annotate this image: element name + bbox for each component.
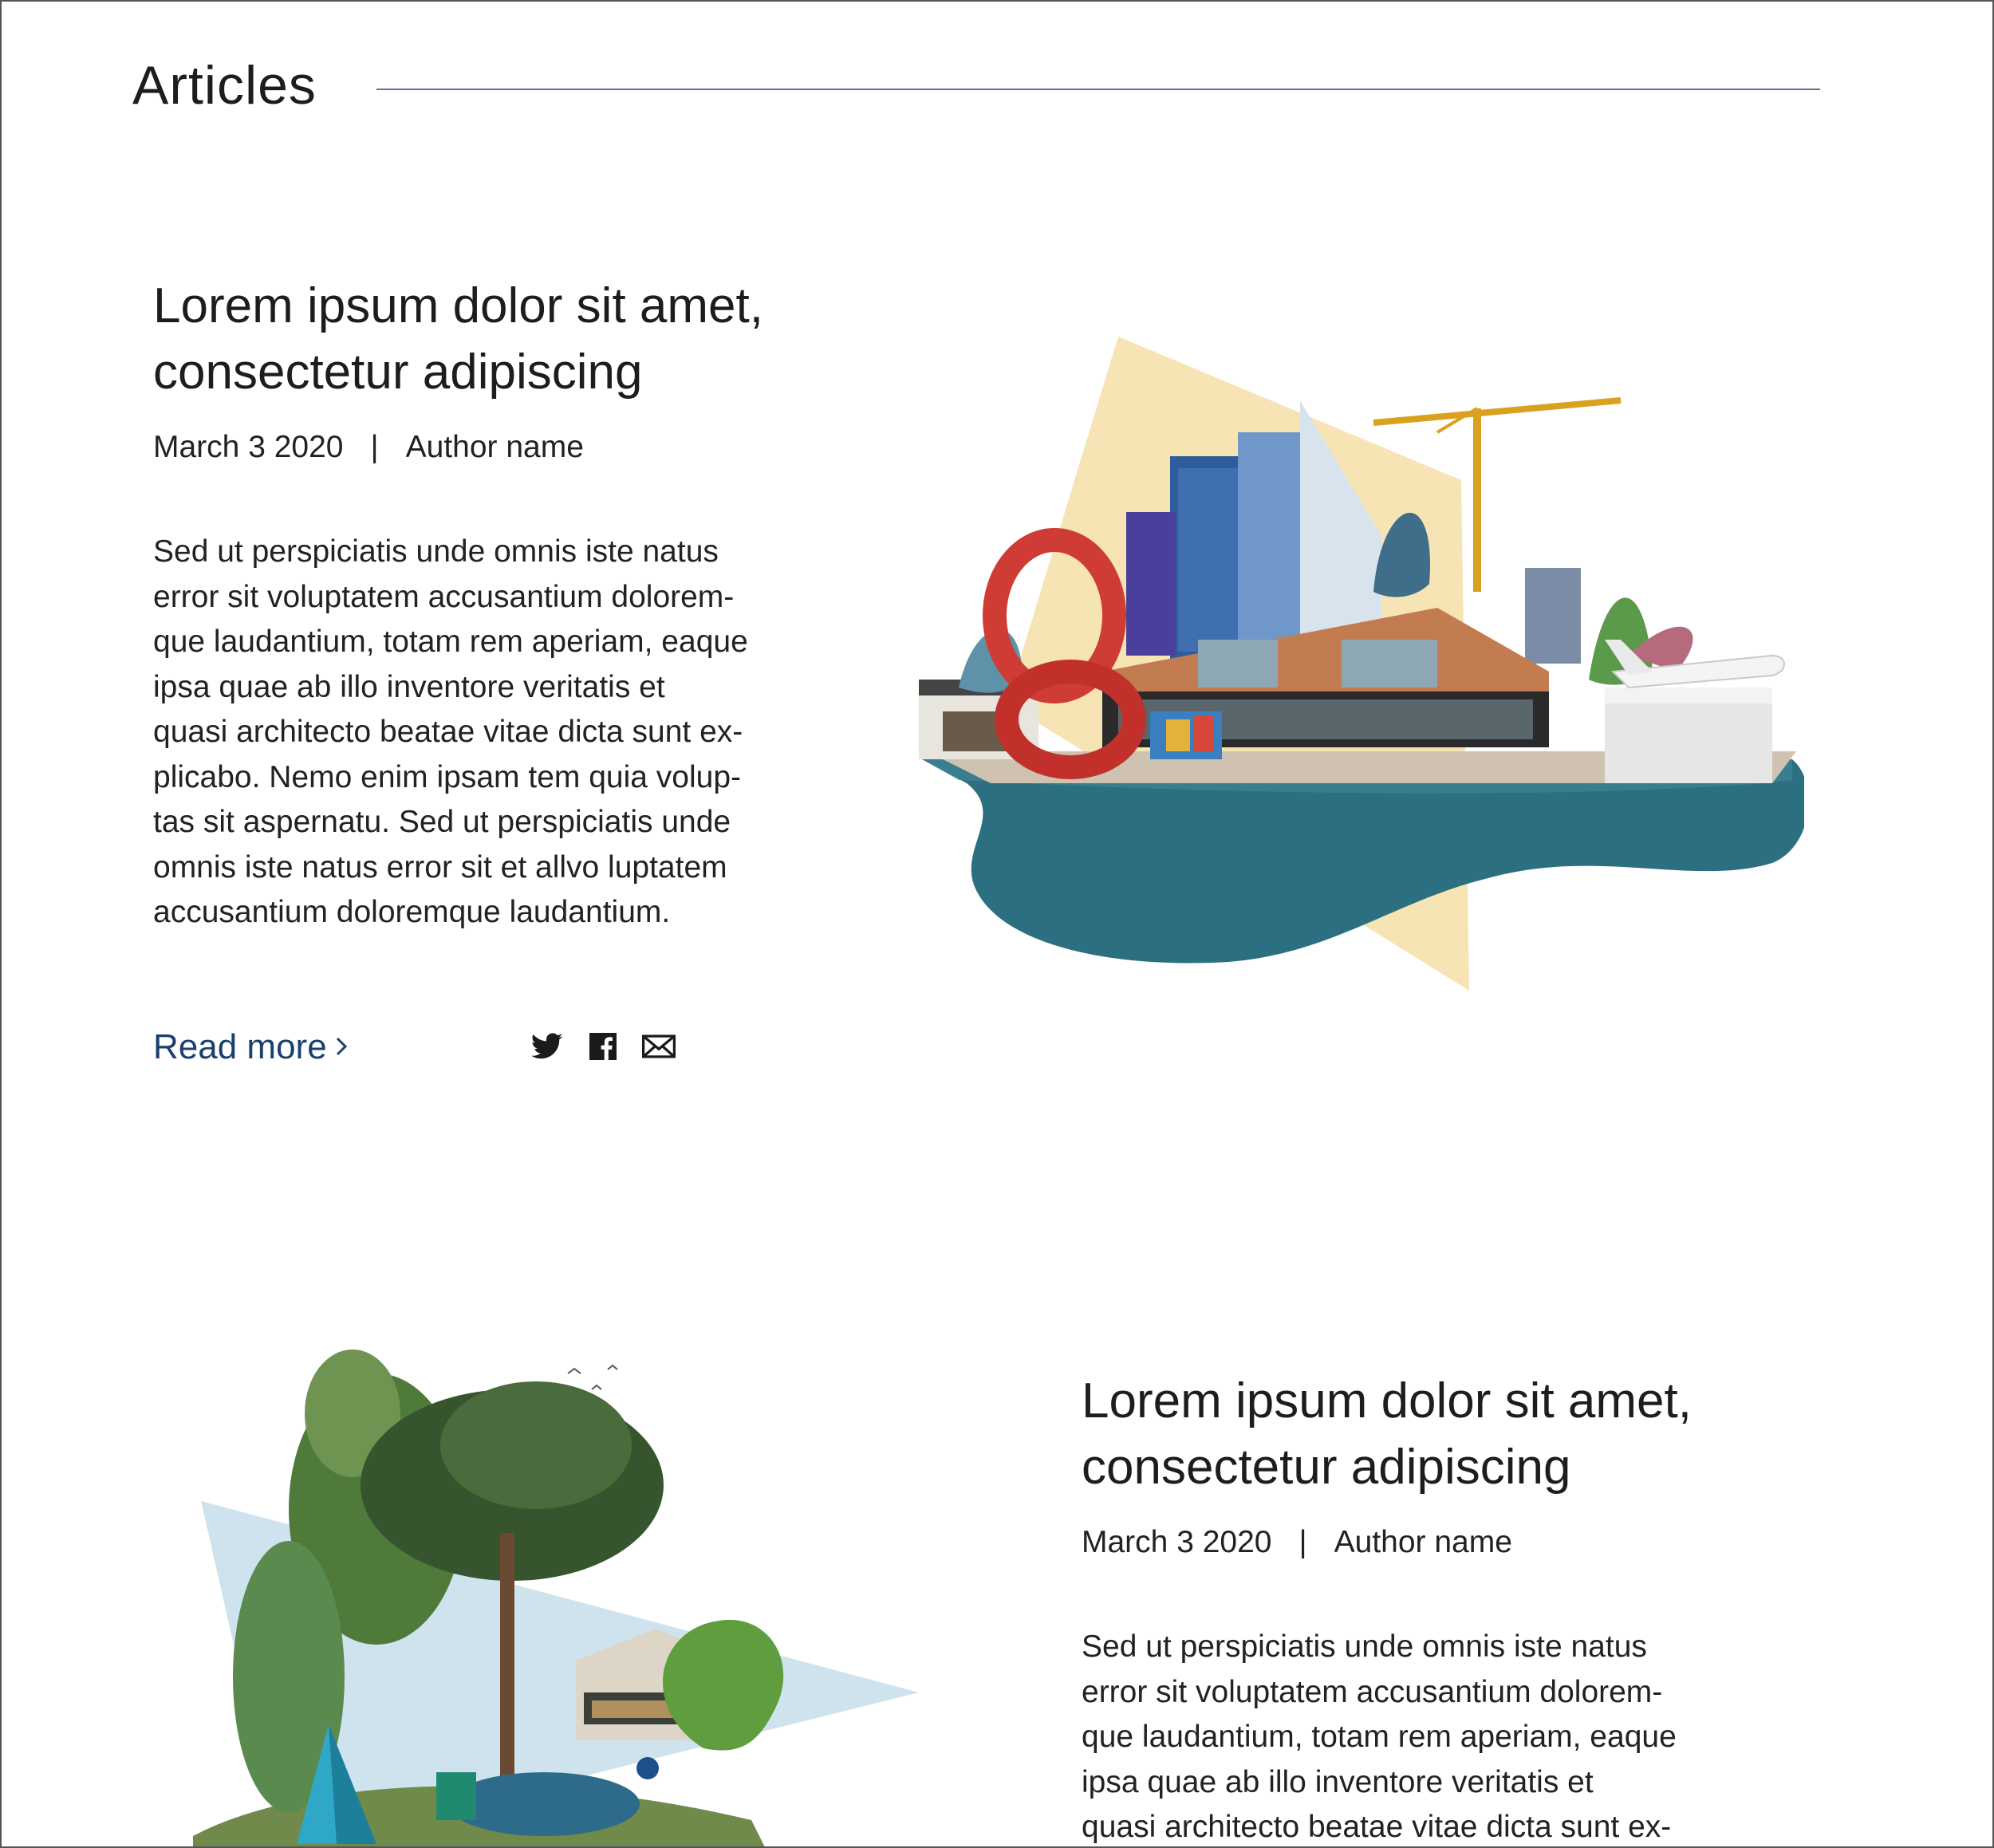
mail-icon[interactable] xyxy=(642,1031,676,1062)
meta-separator: | xyxy=(1298,1525,1307,1559)
article-meta xyxy=(1082,1523,1783,1562)
nature-collage-illustration xyxy=(193,1326,935,1848)
twitter-icon[interactable] xyxy=(530,1031,564,1062)
facebook-icon[interactable] xyxy=(586,1031,620,1062)
article-card xyxy=(153,273,855,1071)
article-excerpt: Sed ut perspiciatis unde omnis iste natus error sit voluptatem accusantium dolorem- que laudantium, totam rem aperiam, eaque ipsa quae ab illo inventore veritatis et quasi architecto beatae vitae dicta sunt ex- xyxy=(1082,1629,1677,1844)
article-title-line: consectetur adipiscing xyxy=(153,345,643,400)
article-actions xyxy=(153,1023,855,1071)
chevron-right-icon xyxy=(335,1024,348,1072)
article-excerpt: Sed ut perspiciatis unde omnis iste natus error sit voluptatem accusantium dolorem- que laudantium, totam rem aperiam, eaque ipsa quae ab illo inventore veritatis et quasi architecto beatae vitae dicta sunt ex- plicabo. Nemo enim ipsam tem quia volup- tas sit aspernatu. Sed ut perspiciatis unde omnis iste natus error sit et allvo luptatem accusantium doloremque laudantium. xyxy=(153,534,748,929)
header-divider xyxy=(376,89,1820,90)
meta-separator: | xyxy=(370,430,379,464)
article-author[interactable]: Author name xyxy=(405,430,584,464)
city-collage-illustration xyxy=(911,337,1804,1007)
section-title: Articles xyxy=(132,55,317,116)
article-meta xyxy=(153,428,855,467)
read-more-label: Read more xyxy=(153,1026,327,1066)
read-more-link[interactable] xyxy=(153,1023,348,1072)
article-title-line: Lorem ipsum dolor sit amet, xyxy=(1082,1373,1692,1428)
article-date: March 3 2020 xyxy=(153,430,344,464)
article-card xyxy=(1082,1368,1783,1848)
article-title[interactable] xyxy=(1082,1368,1783,1500)
article-date: March 3 2020 xyxy=(1082,1525,1272,1559)
article-title-line: Lorem ipsum dolor sit amet, xyxy=(153,278,763,333)
share-buttons xyxy=(530,1031,676,1062)
article-author[interactable]: Author name xyxy=(1334,1525,1512,1559)
section-header xyxy=(132,49,1820,121)
article-title[interactable] xyxy=(153,273,855,405)
article-title-line: consectetur adipiscing xyxy=(1082,1440,1571,1495)
